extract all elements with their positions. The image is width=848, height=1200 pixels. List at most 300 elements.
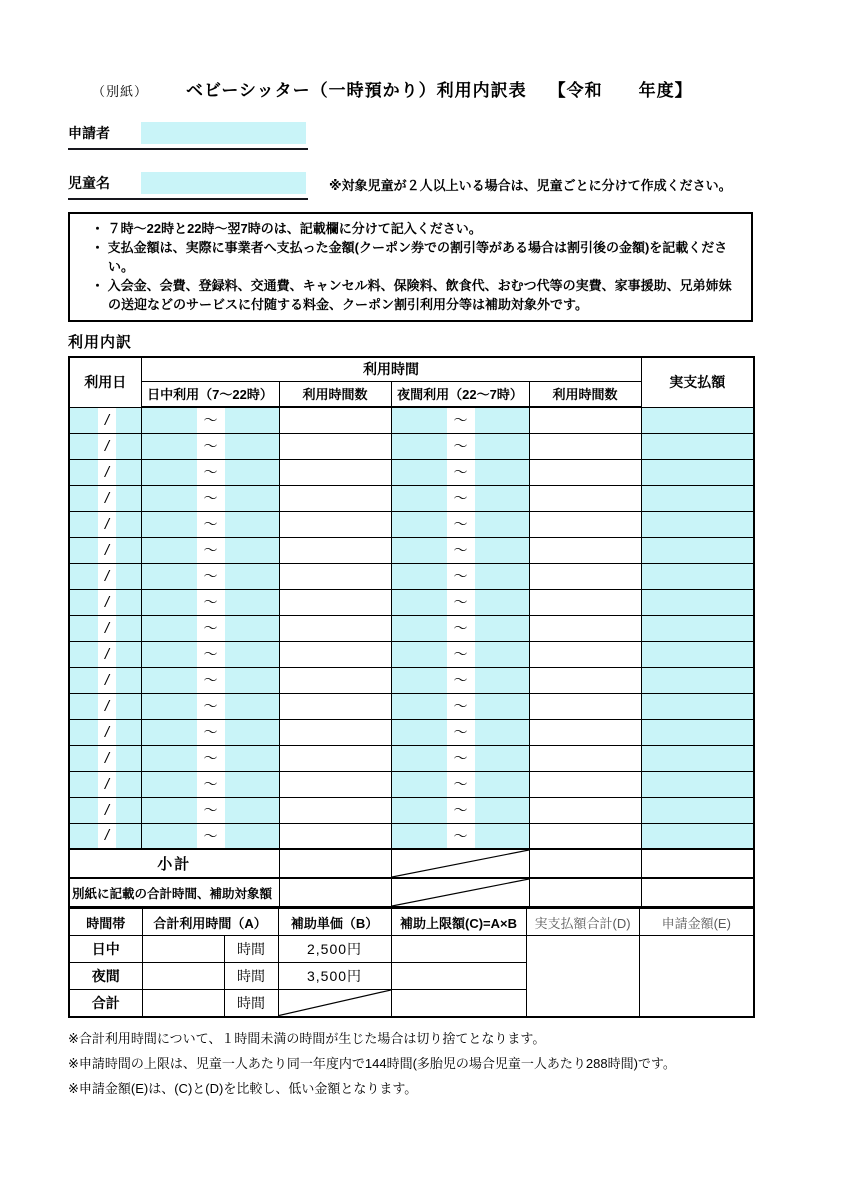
night-hours-input[interactable] [529, 511, 641, 537]
date-day-input[interactable] [116, 746, 141, 771]
day-start-time-input[interactable] [142, 720, 197, 745]
paid-amount-input[interactable] [641, 641, 754, 667]
date-day-input[interactable] [116, 772, 141, 797]
usage-header-row-1 [69, 357, 754, 381]
night-start-time-input[interactable] [392, 408, 447, 433]
usage-row [69, 615, 754, 641]
usage-row [69, 719, 754, 745]
date-separator: / [98, 616, 116, 641]
paid-amount-input[interactable] [641, 537, 754, 563]
paid-amount-input[interactable] [641, 667, 754, 693]
summary-table [68, 908, 755, 1018]
day-end-time-input[interactable] [225, 772, 279, 797]
day-hours-input[interactable] [279, 745, 391, 771]
night-hours-input[interactable] [529, 563, 641, 589]
night-end-time-input[interactable] [475, 824, 529, 849]
day-start-time-input[interactable] [142, 642, 197, 667]
paid-amount-input[interactable] [641, 823, 754, 849]
attachment-paid-cell[interactable] [641, 878, 754, 907]
day-time-separator: ～ [197, 564, 225, 589]
date-month-input[interactable] [70, 460, 98, 485]
date-month-input[interactable] [70, 564, 98, 589]
paid-amount-input[interactable] [641, 797, 754, 823]
date-day-input[interactable] [116, 408, 141, 433]
usage-row [69, 563, 754, 589]
date-day-input[interactable] [116, 590, 141, 615]
day-start-time-input[interactable] [142, 512, 197, 537]
usage-date-cell [69, 459, 141, 485]
day-hours-input[interactable] [279, 433, 391, 459]
total-hours-input[interactable] [142, 990, 224, 1017]
day-start-time-input[interactable] [142, 798, 197, 823]
night-period-cell [391, 511, 529, 537]
day-end-time-input[interactable] [225, 564, 279, 589]
night-end-time-input[interactable] [475, 538, 529, 563]
night-end-time-input[interactable] [475, 616, 529, 641]
day-time-separator: ～ [197, 642, 225, 667]
night-period-cell [391, 771, 529, 797]
paid-amount-input[interactable] [641, 745, 754, 771]
day-end-time-input[interactable] [225, 408, 279, 433]
day-time-separator: ～ [197, 538, 225, 563]
day-hours-input[interactable] [279, 797, 391, 823]
date-month-input[interactable] [70, 694, 98, 719]
usage-row [69, 407, 754, 433]
usage-date-cell [69, 745, 141, 771]
usage-row [69, 823, 754, 849]
date-separator: / [98, 564, 116, 589]
day-end-time-input[interactable] [225, 460, 279, 485]
day-time-separator: ～ [197, 824, 225, 849]
diagonal-line [392, 879, 529, 906]
night-period-cell [391, 563, 529, 589]
date-day-input[interactable] [116, 668, 141, 693]
day-start-time-input[interactable] [142, 590, 197, 615]
footnotes [68, 1026, 755, 1101]
daytime-period-cell [141, 459, 279, 485]
night-hours-input[interactable] [529, 719, 641, 745]
total-label: 合計 [69, 990, 142, 1017]
day-end-time-input[interactable] [225, 642, 279, 667]
day-start-time-input[interactable] [142, 668, 197, 693]
day-start-time-input[interactable] [142, 694, 197, 719]
night-period-cell [391, 537, 529, 563]
day-time-separator: ～ [197, 720, 225, 745]
date-day-input[interactable] [116, 798, 141, 823]
usage-date-cell [69, 511, 141, 537]
date-separator: / [98, 538, 116, 563]
day-hours-input[interactable] [279, 641, 391, 667]
day-hours-input[interactable] [279, 563, 391, 589]
date-day-input[interactable] [116, 824, 141, 849]
night-period-cell [391, 485, 529, 511]
day-hours-input[interactable] [279, 459, 391, 485]
paid-amount-input[interactable] [641, 459, 754, 485]
night-start-time-input[interactable] [392, 538, 447, 563]
child-name-field-group [68, 172, 308, 200]
paid-amount-input[interactable] [641, 485, 754, 511]
night-hours-unit: 時間 [224, 963, 278, 990]
date-separator: / [98, 434, 116, 459]
night-end-time-input[interactable] [475, 772, 529, 797]
attachment-night-hours-cell[interactable] [529, 878, 641, 907]
day-hours-input[interactable] [279, 589, 391, 615]
date-month-input[interactable] [70, 746, 98, 771]
night-start-time-input[interactable] [392, 824, 447, 849]
night-start-time-input[interactable] [392, 798, 447, 823]
usage-row [69, 511, 754, 537]
total-cap-cell[interactable] [391, 990, 526, 1017]
night-end-time-input[interactable] [475, 694, 529, 719]
date-day-input[interactable] [116, 538, 141, 563]
date-separator: / [98, 694, 116, 719]
day-hours-input[interactable] [279, 693, 391, 719]
day-hours-input[interactable] [279, 485, 391, 511]
usage-date-cell [69, 823, 141, 849]
page-title-year: 【令和 年度】 [548, 81, 693, 100]
usage-date-cell [69, 615, 141, 641]
day-hours-input[interactable] [279, 719, 391, 745]
day-end-time-input[interactable] [225, 486, 279, 511]
night-start-time-input[interactable] [392, 642, 447, 667]
day-time-separator: ～ [197, 590, 225, 615]
date-separator: / [98, 590, 116, 615]
paid-amount-input[interactable] [641, 589, 754, 615]
day-hours-input[interactable] [279, 823, 391, 849]
daytime-hours-input[interactable] [142, 936, 224, 963]
day-end-time-input[interactable] [225, 512, 279, 537]
night-hours-input[interactable] [529, 459, 641, 485]
date-day-input[interactable] [116, 564, 141, 589]
night-time-separator: ～ [447, 720, 475, 745]
page-title [186, 76, 693, 101]
usage-date-cell [69, 433, 141, 459]
night-end-time-input[interactable] [475, 720, 529, 745]
night-hours-input[interactable] [529, 433, 641, 459]
night-time-separator: ～ [447, 590, 475, 615]
usage-date-cell [69, 771, 141, 797]
day-hours-input[interactable] [279, 407, 391, 433]
night-start-time-input[interactable] [392, 590, 447, 615]
paid-amount-input[interactable] [641, 615, 754, 641]
day-start-time-input[interactable] [142, 538, 197, 563]
day-hours-input[interactable] [279, 771, 391, 797]
subtotal-crossed-cell [391, 849, 529, 878]
subtotal-paid-cell[interactable] [641, 849, 754, 878]
daytime-period-cell [141, 485, 279, 511]
date-month-input[interactable] [70, 616, 98, 641]
usage-date-cell [69, 693, 141, 719]
date-day-input[interactable] [116, 642, 141, 667]
date-month-input[interactable] [70, 590, 98, 615]
day-hours-input[interactable] [279, 537, 391, 563]
subtotal-night-hours-cell[interactable] [529, 849, 641, 878]
night-time-separator: ～ [447, 668, 475, 693]
usage-section-title: 利用内訳 [68, 334, 133, 351]
day-end-time-input[interactable] [225, 616, 279, 641]
day-time-separator: ～ [197, 668, 225, 693]
night-time-separator: ～ [447, 512, 475, 537]
night-hours-input[interactable] [529, 823, 641, 849]
night-time-separator: ～ [447, 642, 475, 667]
night-end-time-input[interactable] [475, 486, 529, 511]
date-month-input[interactable] [70, 772, 98, 797]
paid-total-input[interactable] [526, 936, 639, 1017]
date-month-input[interactable] [70, 538, 98, 563]
paid-amount-input[interactable] [641, 563, 754, 589]
daytime-hours-unit: 時間 [224, 936, 278, 963]
day-end-time-input[interactable] [225, 798, 279, 823]
night-hours-input[interactable] [529, 641, 641, 667]
paid-amount-input[interactable] [641, 407, 754, 433]
day-start-time-input[interactable] [142, 434, 197, 459]
usage-date-cell [69, 537, 141, 563]
daytime-period-cell [141, 563, 279, 589]
date-day-input[interactable] [116, 720, 141, 745]
night-hours-input[interactable] [529, 693, 641, 719]
date-day-input[interactable] [116, 486, 141, 511]
title-row [68, 76, 755, 100]
usage-row [69, 485, 754, 511]
day-end-time-input[interactable] [225, 668, 279, 693]
night-label: 夜間 [69, 963, 142, 990]
night-start-time-input[interactable] [392, 746, 447, 771]
paid-amount-input[interactable] [641, 511, 754, 537]
day-end-time-input[interactable] [225, 720, 279, 745]
daytime-period-cell [141, 667, 279, 693]
subtotal-day-hours-cell[interactable] [279, 849, 391, 878]
daytime-period-cell [141, 511, 279, 537]
day-end-time-input[interactable] [225, 824, 279, 849]
night-end-time-input[interactable] [475, 798, 529, 823]
night-period-cell [391, 589, 529, 615]
applicant-label: 申請者 [68, 125, 110, 141]
usage-row [69, 797, 754, 823]
day-end-time-input[interactable] [225, 590, 279, 615]
night-end-time-input[interactable] [475, 512, 529, 537]
night-hours-input[interactable] [529, 485, 641, 511]
daytime-label: 日中 [69, 936, 142, 963]
usage-row [69, 537, 754, 563]
usage-row [69, 589, 754, 615]
corner-label: （別紙） [92, 84, 149, 99]
daytime-period-cell [141, 797, 279, 823]
date-month-input[interactable] [70, 486, 98, 511]
date-separator: / [98, 720, 116, 745]
night-end-time-input[interactable] [475, 590, 529, 615]
date-month-input[interactable] [70, 512, 98, 537]
date-separator: / [98, 798, 116, 823]
night-start-time-input[interactable] [392, 694, 447, 719]
applicant-field-group [68, 122, 308, 150]
diagonal-line [392, 850, 529, 877]
day-end-time-input[interactable] [225, 434, 279, 459]
usage-row [69, 693, 754, 719]
date-month-input[interactable] [70, 668, 98, 693]
daytime-period-cell [141, 693, 279, 719]
date-separator: / [98, 408, 116, 433]
night-start-time-input[interactable] [392, 772, 447, 797]
night-period-cell [391, 459, 529, 485]
day-time-separator: ～ [197, 486, 225, 511]
night-end-time-input[interactable] [475, 642, 529, 667]
applicant-row [68, 120, 755, 150]
day-hours-input[interactable] [279, 667, 391, 693]
date-month-input[interactable] [70, 798, 98, 823]
day-start-time-input[interactable] [142, 772, 197, 797]
night-hours-input[interactable] [529, 589, 641, 615]
day-end-time-input[interactable] [225, 694, 279, 719]
day-time-separator: ～ [197, 798, 225, 823]
night-period-cell [391, 823, 529, 849]
day-start-time-input[interactable] [142, 564, 197, 589]
usage-date-cell [69, 641, 141, 667]
date-day-input[interactable] [116, 694, 141, 719]
date-month-input[interactable] [70, 434, 98, 459]
attachment-total-label: 別紙に記載の合計時間、補助対象額 [69, 878, 279, 907]
daytime-cap-cell[interactable] [391, 936, 526, 963]
header-day-hours: 利用時間数 [279, 381, 391, 407]
usage-row [69, 433, 754, 459]
applicant-input[interactable] [141, 122, 306, 144]
attachment-day-hours-cell[interactable] [279, 878, 391, 907]
usage-row [69, 745, 754, 771]
night-time-separator: ～ [447, 798, 475, 823]
usage-row [69, 771, 754, 797]
date-separator: / [98, 460, 116, 485]
date-separator: / [98, 772, 116, 797]
paid-amount-input[interactable] [641, 693, 754, 719]
night-start-time-input[interactable] [392, 564, 447, 589]
notice-line-3: ・ 入会金、会費、登録料、交通費、キャンセル料、保険料、飲食代、おむつ代等の実費、家事援助、兄弟姉妹の送迎などのサービスに付随する料金、クーポン割引利用分等は補助対象外です。 [91, 278, 732, 312]
night-period-cell [391, 407, 529, 433]
date-month-input[interactable] [70, 720, 98, 745]
night-time-separator: ～ [447, 538, 475, 563]
day-end-time-input[interactable] [225, 538, 279, 563]
night-period-cell [391, 667, 529, 693]
header-paid-amount: 実支払額 [641, 357, 754, 407]
night-end-time-input[interactable] [475, 460, 529, 485]
daytime-period-cell [141, 641, 279, 667]
night-end-time-input[interactable] [475, 564, 529, 589]
header-total-hours-a: 合計利用時間（A） [142, 909, 278, 936]
night-cap-cell[interactable] [391, 963, 526, 990]
child-name-input[interactable] [141, 172, 306, 194]
night-start-time-input[interactable] [392, 460, 447, 485]
summary-row-daytime [69, 936, 754, 963]
night-period-cell [391, 433, 529, 459]
date-separator: / [98, 824, 116, 849]
paid-amount-input[interactable] [641, 433, 754, 459]
usage-date-cell [69, 407, 141, 433]
diagonal-line [279, 990, 391, 1016]
date-month-input[interactable] [70, 642, 98, 667]
day-start-time-input[interactable] [142, 824, 197, 849]
subtotal-row [69, 849, 754, 878]
night-time-separator: ～ [447, 408, 475, 433]
date-day-input[interactable] [116, 434, 141, 459]
night-time-separator: ～ [447, 564, 475, 589]
night-period-cell [391, 693, 529, 719]
daytime-unit-price: 2,500円 [278, 936, 391, 963]
night-unit-price: 3,500円 [278, 963, 391, 990]
footnote-1: ※合計利用時間について、１時間未満の時間が生じた場合は切り捨てとなります。 [68, 1030, 546, 1046]
day-start-time-input[interactable] [142, 486, 197, 511]
usage-date-cell [69, 719, 141, 745]
night-end-time-input[interactable] [475, 408, 529, 433]
date-day-input[interactable] [116, 616, 141, 641]
night-hours-input[interactable] [529, 615, 641, 641]
summary-header-row [69, 909, 754, 936]
night-start-time-input[interactable] [392, 720, 447, 745]
day-start-time-input[interactable] [142, 460, 197, 485]
night-start-time-input[interactable] [392, 512, 447, 537]
usage-date-cell [69, 589, 141, 615]
night-hours-input[interactable] [529, 407, 641, 433]
daytime-period-cell [141, 589, 279, 615]
page-title-text: ベビーシッター（一時預かり）利用内訳表 [186, 81, 527, 100]
day-hours-input[interactable] [279, 615, 391, 641]
paid-amount-input[interactable] [641, 771, 754, 797]
day-time-separator: ～ [197, 694, 225, 719]
header-night-hours: 利用時間数 [529, 381, 641, 407]
usage-date-cell [69, 797, 141, 823]
daytime-period-cell [141, 745, 279, 771]
night-start-time-input[interactable] [392, 616, 447, 641]
form-page [68, 76, 755, 1101]
date-month-input[interactable] [70, 408, 98, 433]
night-time-separator: ～ [447, 460, 475, 485]
day-start-time-input[interactable] [142, 616, 197, 641]
night-time-separator: ～ [447, 772, 475, 797]
night-end-time-input[interactable] [475, 434, 529, 459]
day-hours-input[interactable] [279, 511, 391, 537]
day-start-time-input[interactable] [142, 408, 197, 433]
night-end-time-input[interactable] [475, 668, 529, 693]
header-unit-price-b: 補助単価（B） [278, 909, 391, 936]
header-night: 夜間利用（22～7時） [391, 381, 529, 407]
night-hours-input[interactable] [529, 797, 641, 823]
night-hours-input[interactable] [529, 771, 641, 797]
daytime-period-cell [141, 719, 279, 745]
night-hours-input[interactable] [529, 537, 641, 563]
claim-amount-input[interactable] [639, 936, 754, 1017]
date-month-input[interactable] [70, 824, 98, 849]
child-name-row [68, 170, 755, 200]
child-name-note: ※対象児童が２人以上いる場合は、児童ごとに分けて作成ください。 [329, 178, 732, 193]
day-time-separator: ～ [197, 746, 225, 771]
day-end-time-input[interactable] [225, 746, 279, 771]
night-period-cell [391, 641, 529, 667]
daytime-period-cell [141, 537, 279, 563]
night-hours-input[interactable] [529, 667, 641, 693]
night-start-time-input[interactable] [392, 668, 447, 693]
day-start-time-input[interactable] [142, 746, 197, 771]
date-day-input[interactable] [116, 460, 141, 485]
night-end-time-input[interactable] [475, 746, 529, 771]
header-usage-time: 利用時間 [141, 357, 641, 381]
night-hours-input[interactable] [529, 745, 641, 771]
night-start-time-input[interactable] [392, 434, 447, 459]
night-hours-input[interactable] [142, 963, 224, 990]
daytime-period-cell [141, 771, 279, 797]
night-start-time-input[interactable] [392, 486, 447, 511]
date-separator: / [98, 512, 116, 537]
date-day-input[interactable] [116, 512, 141, 537]
daytime-period-cell [141, 615, 279, 641]
paid-amount-input[interactable] [641, 719, 754, 745]
date-separator: / [98, 486, 116, 511]
